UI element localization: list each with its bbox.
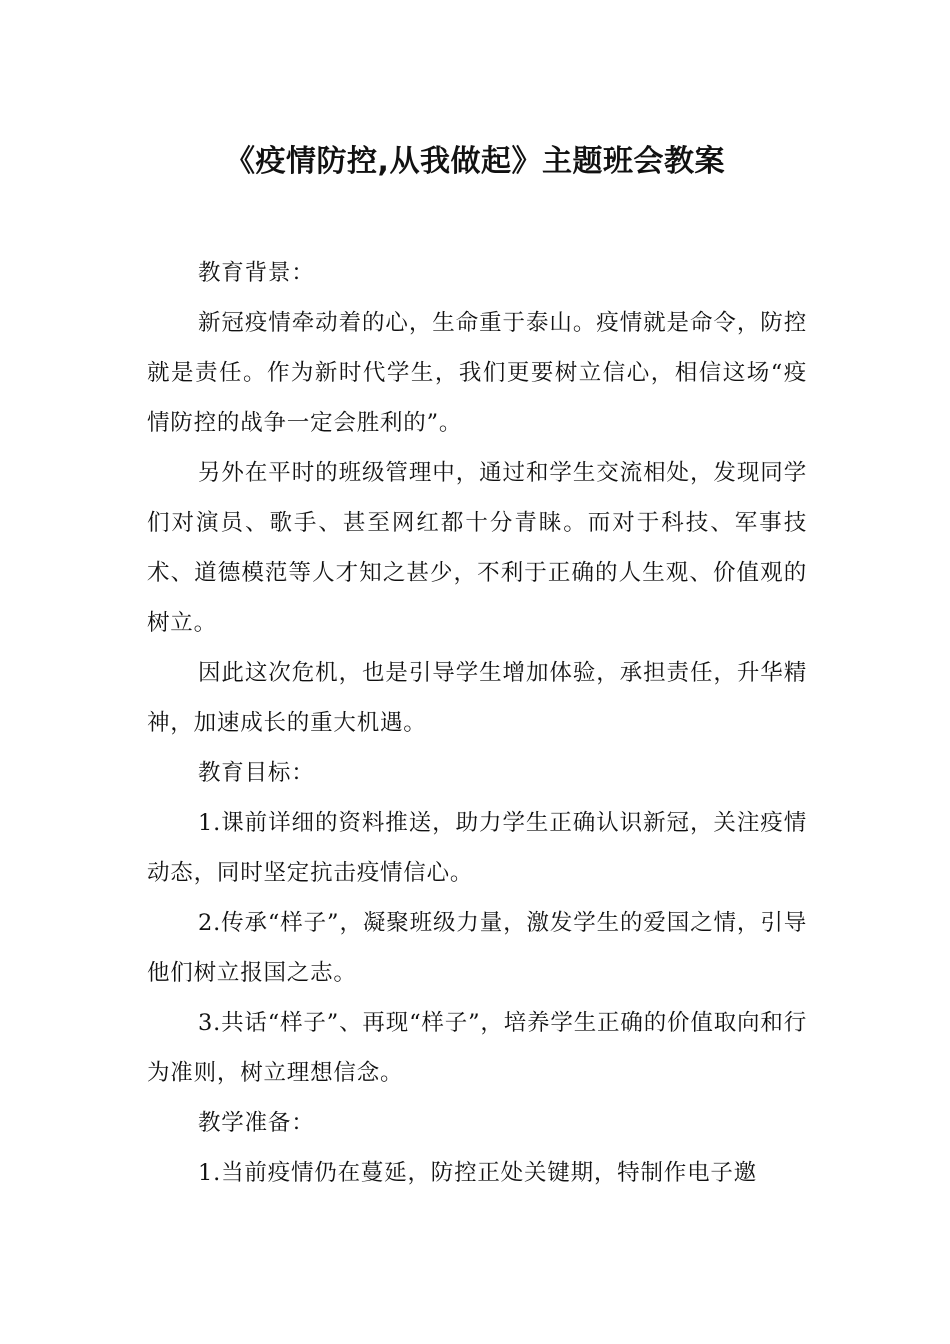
preparation-item-1: 1.当前疫情仍在蔓延，防控正处关键期，特制作电子邀 — [198, 1160, 757, 1186]
objective-item-3: 3.共话“样子”、再现“样子”，培养学生正确的价值取向和行为准则，树立理想信念。 — [147, 1010, 807, 1086]
paragraph-background-1: 新冠疫情牵动着的心，生命重于泰山。疫情就是命令，防控就是责任。作为新时代学生，我们更要树立信心，相信这场“疫情防控的战争一定会胜利的”。 — [147, 310, 807, 436]
objective-item-2: 2.传承“样子”，凝聚班级力量，激发学生的爱国之情，引导他们树立报国之志。 — [147, 910, 807, 986]
section-heading-background: 教育背景： — [198, 260, 315, 286]
document-body — [147, 248, 807, 1198]
section-heading-preparation: 教学准备： — [198, 1110, 315, 1136]
paragraph-background-3: 因此这次危机，也是引导学生增加体验，承担责任，升华精神，加速成长的重大机遇。 — [147, 660, 807, 736]
document-title: 《疫情防控,从我做起》主题班会教案 — [225, 144, 725, 179]
section-heading-objectives: 教育目标： — [198, 760, 315, 786]
objective-item-1: 1.课前详细的资料推送，助力学生正确认识新冠，关注疫情动态，同时坚定抗击疫情信心。 — [147, 810, 807, 886]
paragraph-background-2: 另外在平时的班级管理中，通过和学生交流相处，发现同学们对演员、歌手、甚至网红都十分青睐。而对于科技、军事技术、道德模范等人才知之甚少，不利于正确的人生观、价值观的树立。 — [147, 460, 807, 636]
